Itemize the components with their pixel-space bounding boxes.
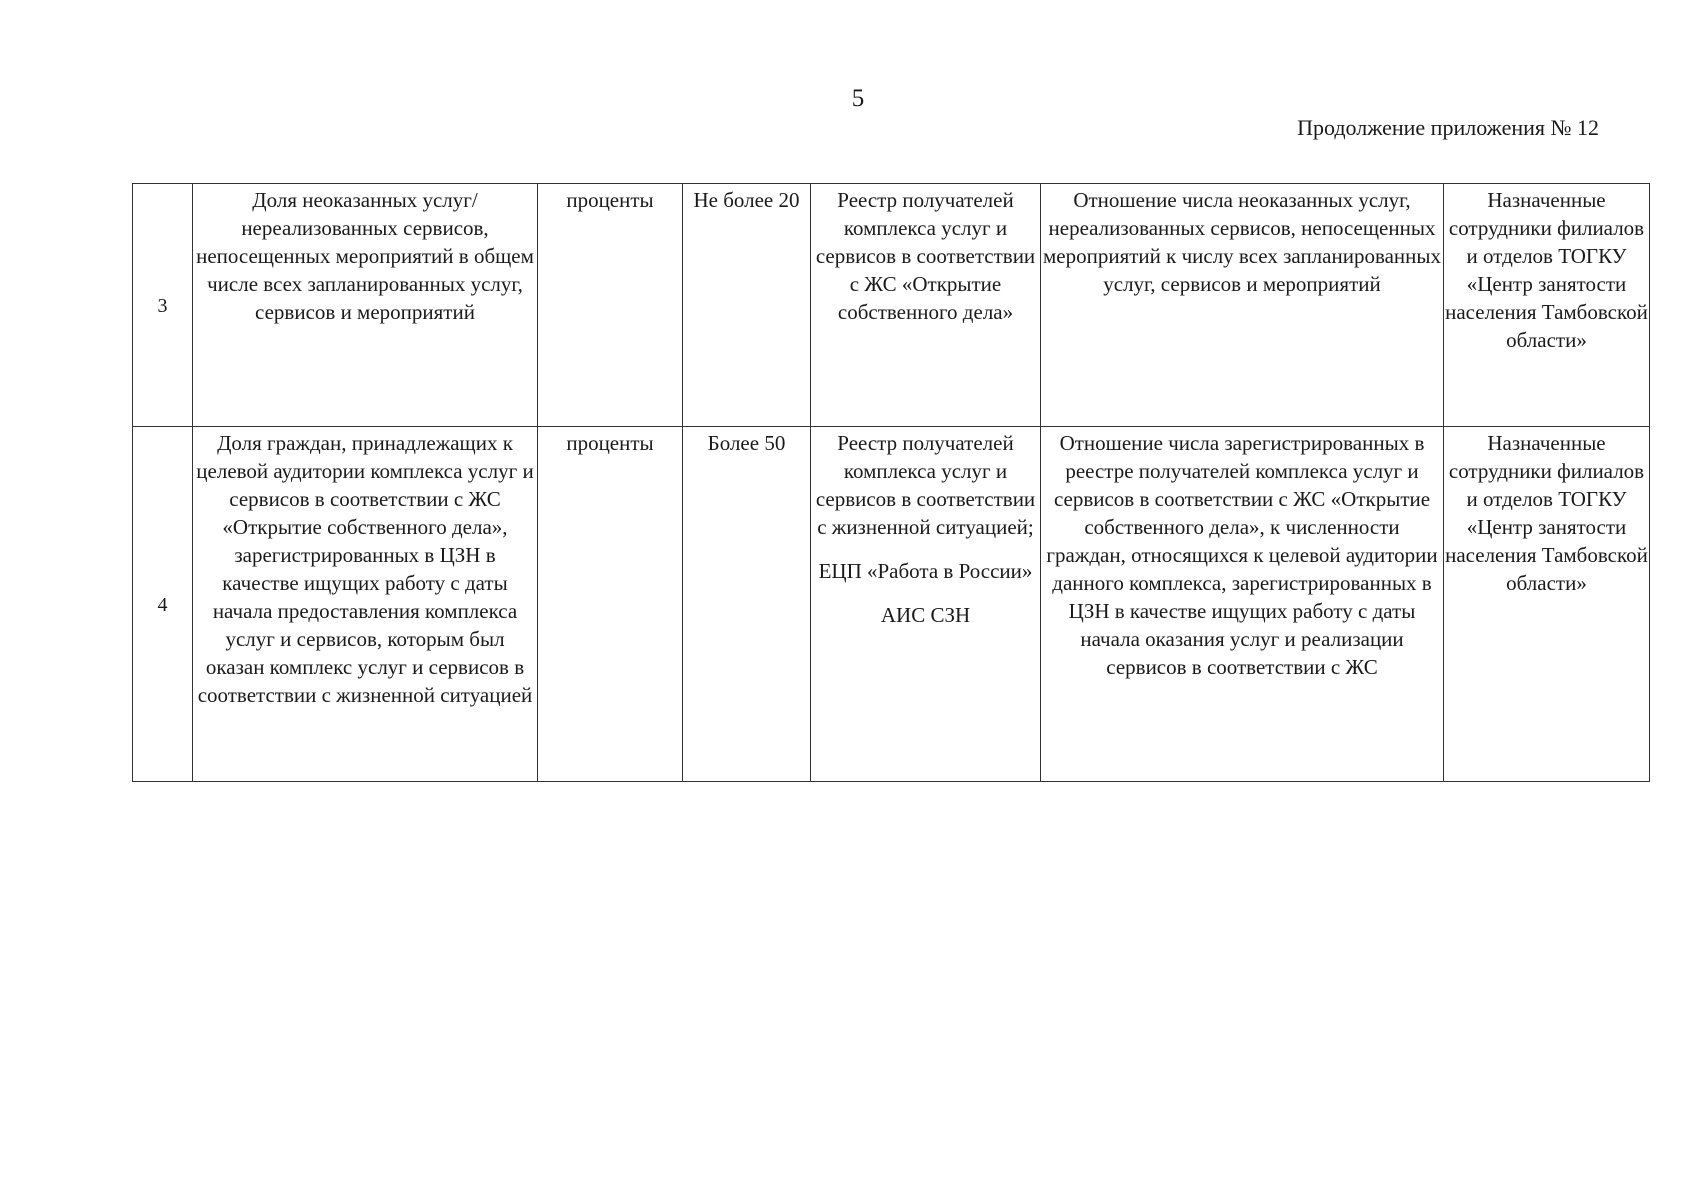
target-value-cell: Более 50 [683,427,811,782]
responsible-cell: Назначенные сотрудники филиалов и отделов ТОГКУ «Центр занятости населения Тамбовской области» [1444,184,1650,427]
unit-cell: проценты [538,427,683,782]
table-row [133,427,1650,782]
target-value-cell: Не более 20 [683,184,811,427]
indicators-table [132,183,1650,782]
appendix-continuation-note: Продолжение приложения № 12 [1297,115,1599,140]
row-number-cell: 3 [133,184,193,427]
data-source-cell [811,184,1041,427]
indicator-cell: Доля граждан, принадлежащих к целевой аудитории комплекса услуг и сервисов в соответствии с ЖС «Открытие собственного дела», зарегистрированных в ЦЗН в качестве ищущих работу с даты начала предоставления комплекса услуг и сервисов, которым был оказан комплекс услуг и сервисов в соответствии с жизненной ситуацией [193,427,538,782]
page-number: 5 [851,85,865,112]
data-source-item: ЕЦП «Работа в России» [818,559,1033,583]
data-source-item: АИС СЗН [880,603,971,627]
table-row [133,184,1650,427]
calculation-method-cell: Отношение числа неоказанных услуг, нереализованных сервисов, непосещенных мероприятий к числу всех запланированных услуг, сервисов и мероприятий [1041,184,1444,427]
data-source-item: Реестр получателей комплекса услуг и сервисов в соответствии с жизненной ситуацией; [815,431,1036,539]
data-source-item: Реестр получателей комплекса услуг и сервисов в соответствии с ЖС «Открытие собственного дела» [815,188,1036,324]
row-number-cell: 4 [133,427,193,782]
data-source-cell [811,427,1041,782]
responsible-cell: Назначенные сотрудники филиалов и отделов ТОГКУ «Центр занятости населения Тамбовской области» [1444,427,1650,782]
indicator-cell: Доля неоказанных услуг/ нереализованных сервисов, непосещенных мероприятий в общем числе всех запланированных услуг, сервисов и мероприятий [193,184,538,427]
calculation-method-cell: Отношение числа зарегистрированных в реестре получателей комплекса услуг и сервисов в соответствии с ЖС «Открытие собственного дела», к численности граждан, относящихся к целевой аудитории данного комплекса, зарегистрированных в ЦЗН в качестве ищущих работу с даты начала оказания услуг и реализации сервисов в соответствии с ЖС [1041,427,1444,782]
unit-cell: проценты [538,184,683,427]
